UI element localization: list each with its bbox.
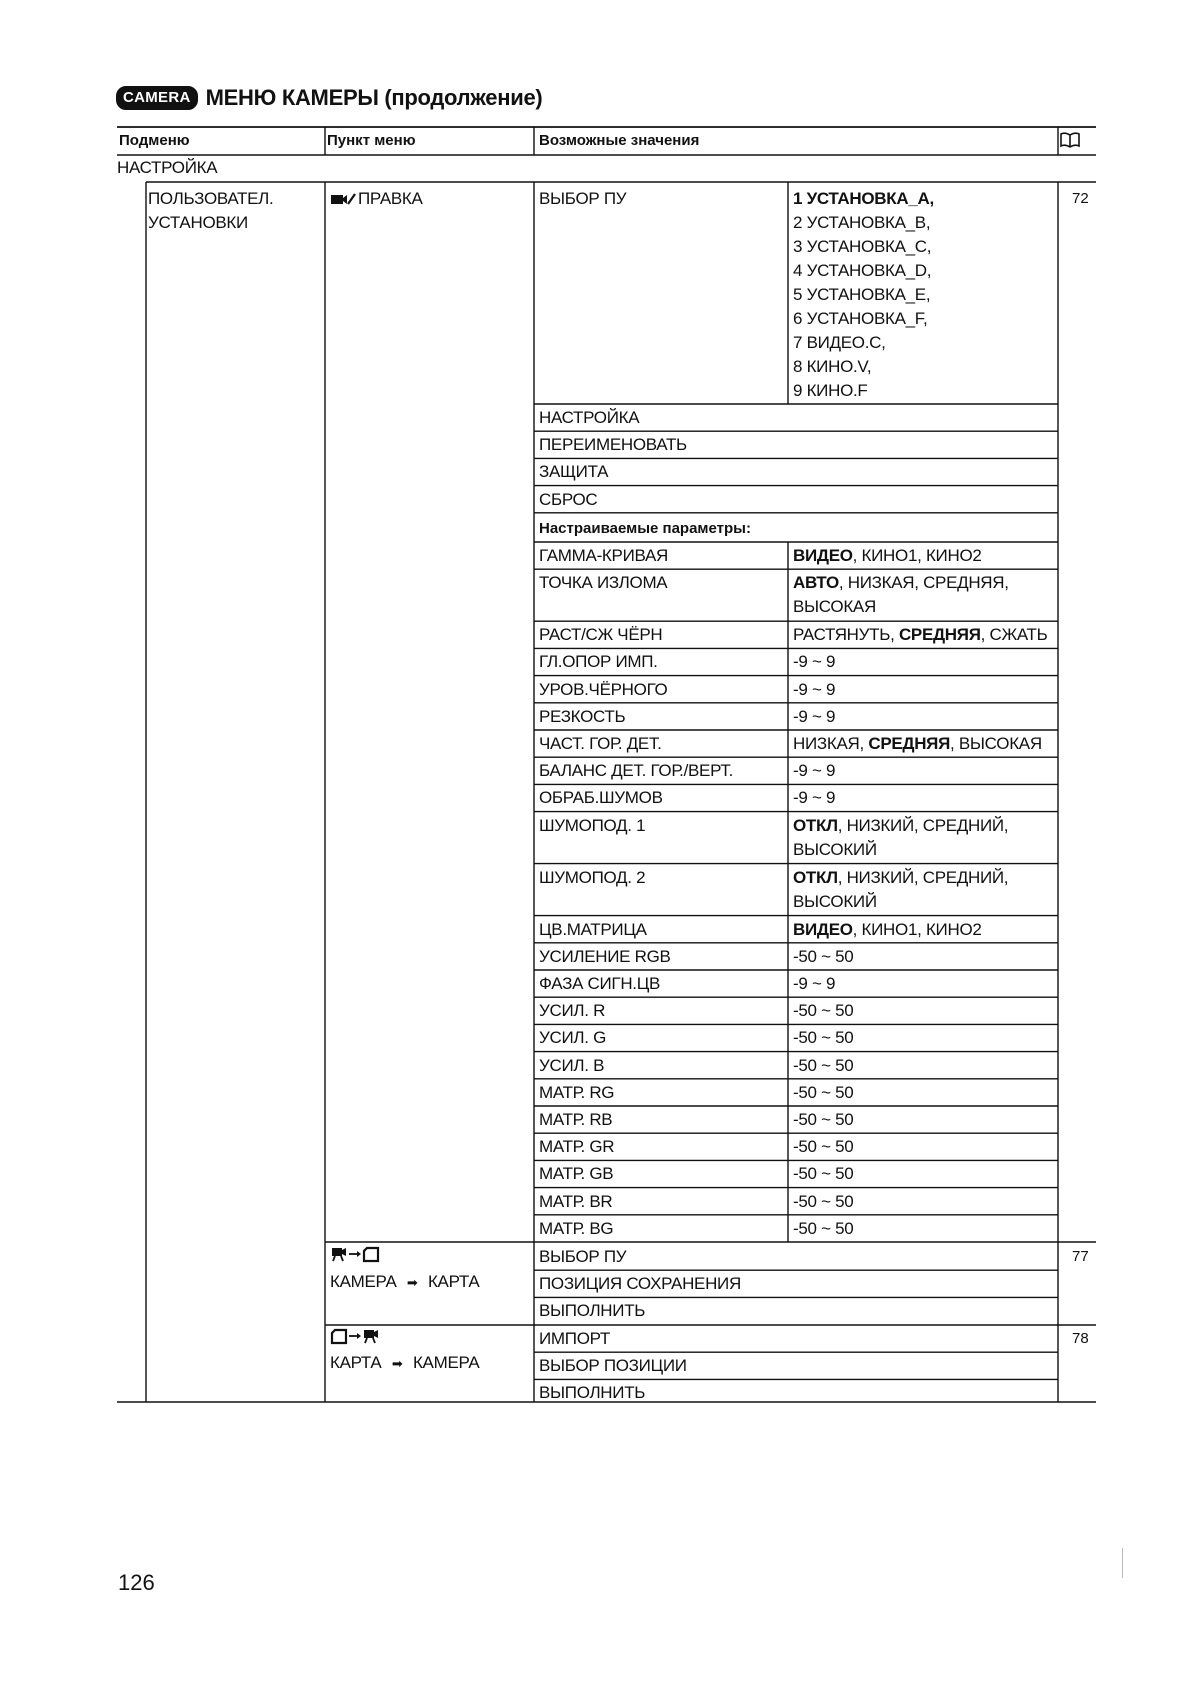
preset-option: 2 УСТАНОВКА_B, xyxy=(793,213,931,232)
param-value xyxy=(793,732,1042,756)
param-value-rest: -9 ~ 9 xyxy=(793,974,836,993)
page-title: МЕНЮ КАМЕРЫ (продолжение) xyxy=(205,85,543,110)
edit-action-item: ПЕРЕИМЕНОВАТЬ xyxy=(539,435,687,455)
params-heading: Настраиваемые параметры: xyxy=(539,520,751,537)
param-label: ЦВ.МАТРИЦА xyxy=(539,919,647,939)
param-value xyxy=(793,1108,853,1132)
param-value xyxy=(793,1190,853,1214)
preset-option: 4 УСТАНОВКА_D, xyxy=(793,261,932,280)
column-header-values: Возможные значения xyxy=(539,132,700,149)
param-value xyxy=(793,1135,853,1159)
param-value xyxy=(793,866,1008,890)
param-value-rest: -50 ~ 50 xyxy=(793,1110,854,1129)
param-value xyxy=(793,623,1048,647)
param-label: МАТР. GR xyxy=(539,1137,615,1157)
param-label: УСИЛ. G xyxy=(539,1028,607,1048)
param-value-rest: , КИНО1, КИНО2 xyxy=(852,919,982,939)
param-value xyxy=(793,918,982,942)
page-number: 126 xyxy=(118,1570,155,1595)
page-header xyxy=(116,84,542,112)
param-value-rest: -50 ~ 50 xyxy=(793,1028,854,1048)
param-label: ФАЗА СИГН.ЦВ xyxy=(539,974,661,993)
camera-edit-icon xyxy=(330,191,356,207)
param-value xyxy=(793,814,1008,838)
param-value-default: СРЕДНЯЯ xyxy=(898,625,981,645)
menu-item-edit xyxy=(330,187,423,211)
param-label: МАТР. BG xyxy=(539,1218,614,1238)
param-label: УСИЛ. B xyxy=(539,1055,605,1075)
param-value xyxy=(793,650,835,674)
param-value-line2: ВЫСОКИЙ xyxy=(793,891,877,911)
column-header-menu-item: Пункт меню xyxy=(327,132,416,149)
card-to-camera-from: КАРТА xyxy=(330,1353,382,1372)
param-value-rest: -50 ~ 50 xyxy=(793,1218,854,1238)
param-label: РЕЗКОСТЬ xyxy=(539,706,626,726)
edit-action-item: СБРОС xyxy=(539,489,598,509)
edit-action-item: НАСТРОЙКА xyxy=(539,408,640,427)
param-value xyxy=(793,759,835,783)
param-value-rest: -50 ~ 50 xyxy=(793,946,854,966)
param-value-rest: -50 ~ 50 xyxy=(793,1191,854,1211)
card-to-camera-action: ИМПОРТ xyxy=(539,1329,610,1348)
preset-select-label: ВЫБОР ПУ xyxy=(539,189,627,208)
param-value xyxy=(793,544,982,568)
section-label: НАСТРОЙКА xyxy=(117,158,218,177)
edit-action-item: ЗАЩИТА xyxy=(539,462,609,482)
param-label: РАСТ/СЖ ЧЁРН xyxy=(539,625,663,645)
param-value xyxy=(793,1162,853,1186)
camera-to-card-icon xyxy=(330,1245,382,1263)
param-value xyxy=(793,705,835,729)
arrow-right-icon: ➡ xyxy=(406,1275,418,1290)
preset-option: 7 ВИДЕО.C, xyxy=(793,333,886,352)
menu-item-card-to-camera-icon-row xyxy=(330,1327,382,1352)
param-value-rest: -9 ~ 9 xyxy=(793,788,836,808)
margin-mark xyxy=(1122,1548,1123,1578)
param-value xyxy=(793,1026,853,1050)
param-label: МАТР. BR xyxy=(539,1191,613,1211)
param-value xyxy=(793,786,835,810)
menu-item-edit-label: ПРАВКА xyxy=(358,189,423,208)
page-ref-72: 72 xyxy=(1072,190,1089,207)
arrow-right-icon: ➡ xyxy=(391,1356,403,1371)
param-value xyxy=(793,571,1009,595)
param-label: МАТР. RB xyxy=(539,1110,613,1129)
param-label: ГАММА-КРИВАЯ xyxy=(539,546,668,565)
param-label: БАЛАНС ДЕТ. ГОР./ВЕРТ. xyxy=(539,761,733,781)
preset-option: 3 УСТАНОВКА_C, xyxy=(793,237,932,256)
camera-to-card-action: ВЫБОР ПУ xyxy=(539,1247,627,1266)
param-label: ОБРАБ.ШУМОВ xyxy=(539,788,663,808)
param-value-rest: , НИЗКИЙ, СРЕДНИЙ, xyxy=(837,867,1009,887)
param-value xyxy=(793,999,853,1023)
param-value-pre: НИЗКАЯ, xyxy=(793,734,869,753)
param-label: ГЛ.ОПОР ИМП. xyxy=(539,652,658,672)
param-value-default: АВТО xyxy=(793,573,839,593)
param-value-rest: -9 ~ 9 xyxy=(793,761,836,781)
preset-option: 6 УСТАНОВКА_F, xyxy=(793,309,928,328)
submenu-user-settings-line1: ПОЛЬЗОВАТЕЛ. xyxy=(148,189,274,208)
param-label: ШУМОПОД. 2 xyxy=(539,867,646,887)
camera-to-card-action: ПОЗИЦИЯ СОХРАНЕНИЯ xyxy=(539,1274,741,1294)
menu-item-camera-to-card xyxy=(330,1270,479,1295)
page-ref-77: 77 xyxy=(1072,1248,1089,1265)
menu-item-card-to-camera xyxy=(330,1351,479,1376)
param-value-pre: РАСТЯНУТЬ, xyxy=(793,625,899,645)
page-ref-78: 78 xyxy=(1072,1330,1089,1347)
param-value-default: ОТКЛ xyxy=(793,815,838,835)
param-value-rest: -50 ~ 50 xyxy=(793,1164,854,1184)
param-value xyxy=(793,678,835,702)
preset-option: 1 УСТАНОВКА_A, xyxy=(793,189,934,208)
param-value-rest: -50 ~ 50 xyxy=(793,1001,854,1021)
param-label: УСИЛ. R xyxy=(539,1001,606,1021)
card-to-camera-action: ВЫБОР ПОЗИЦИИ xyxy=(539,1356,687,1376)
param-value-rest: -9 ~ 9 xyxy=(793,652,836,672)
param-value-rest: -50 ~ 50 xyxy=(793,1137,854,1157)
param-value-rest: , СЖАТЬ xyxy=(980,625,1048,645)
param-value-rest: , КИНО1, КИНО2 xyxy=(852,546,982,565)
camera-to-card-to: КАРТА xyxy=(427,1272,480,1291)
book-icon xyxy=(1060,132,1080,148)
card-to-camera-to: КАМЕРА xyxy=(412,1353,480,1372)
param-value xyxy=(793,1054,853,1078)
param-value-default: ОТКЛ xyxy=(793,867,838,887)
param-label: ШУМОПОД. 1 xyxy=(539,815,646,835)
param-value-default: ВИДЕО xyxy=(793,919,853,939)
param-value xyxy=(793,1081,853,1105)
param-value xyxy=(793,972,835,996)
column-header-submenu: Подменю xyxy=(119,132,190,149)
param-label: МАТР. GB xyxy=(539,1164,614,1184)
param-label: ТОЧКА ИЗЛОМА xyxy=(539,573,668,593)
param-value-default: СРЕДНЯЯ xyxy=(868,734,951,753)
submenu-user-settings-line2: УСТАНОВКИ xyxy=(148,213,248,232)
param-label: МАТР. RG xyxy=(539,1082,615,1102)
param-value-default: ВИДЕО xyxy=(793,546,853,565)
param-label: ЧАСТ. ГОР. ДЕТ. xyxy=(539,734,662,753)
camera-to-card-action: ВЫПОЛНИТЬ xyxy=(539,1301,646,1321)
param-value xyxy=(793,1217,853,1241)
param-value-rest: , НИЗКИЙ, СРЕДНИЙ, xyxy=(837,815,1009,835)
param-label: УСИЛЕНИЕ RGB xyxy=(539,946,671,966)
card-to-camera-action: ВЫПОЛНИТЬ xyxy=(539,1383,646,1403)
menu-item-camera-to-card-icon-row xyxy=(330,1245,382,1270)
param-value-rest: -50 ~ 50 xyxy=(793,1055,854,1075)
param-value-rest: -9 ~ 9 xyxy=(793,706,836,726)
param-label: УРОВ.ЧЁРНОГО xyxy=(539,679,668,699)
param-value-rest: -50 ~ 50 xyxy=(793,1082,854,1102)
param-value-rest: , ВЫСОКАЯ xyxy=(950,734,1042,753)
preset-option: 9 КИНО.F xyxy=(793,381,868,400)
preset-option: 5 УСТАНОВКА_E, xyxy=(793,285,931,304)
camera-to-card-from: КАМЕРА xyxy=(330,1272,397,1291)
preset-option: 8 КИНО.V, xyxy=(793,357,872,376)
param-value-rest: , НИЗКАЯ, СРЕДНЯЯ, xyxy=(838,573,1009,593)
param-value xyxy=(793,945,853,969)
param-value-line2: ВЫСОКАЯ xyxy=(793,597,876,617)
param-value-rest: -9 ~ 9 xyxy=(793,679,836,699)
param-value-line2: ВЫСОКИЙ xyxy=(793,839,877,859)
camera-mode-badge: CAMERA xyxy=(116,86,198,110)
card-to-camera-icon xyxy=(330,1327,382,1345)
